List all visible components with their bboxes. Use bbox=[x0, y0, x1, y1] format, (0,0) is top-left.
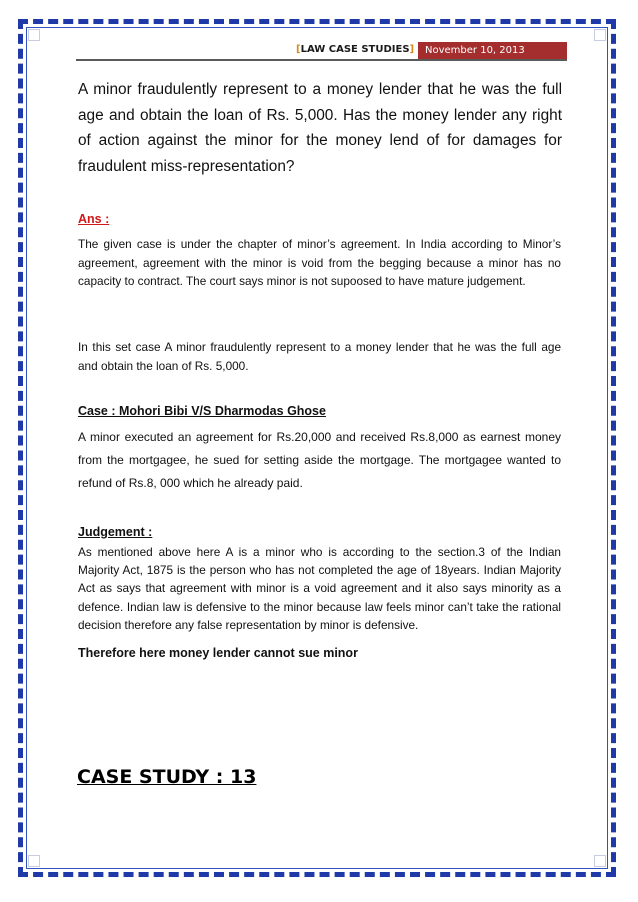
case-paragraph: A minor executed an agreement for Rs.20,000 and received Rs.8,000 as earnest money from the mortgagee, he sued for setting aside the mortgage. The mortgagee wanted to refund of Rs.8, 000 which he already paid. bbox=[78, 430, 561, 490]
header-date-badge: November 10, 2013 bbox=[418, 42, 567, 59]
corner-mark-top-right bbox=[594, 29, 606, 41]
answer-heading: Ans : bbox=[78, 212, 110, 226]
corner-mark-top-left bbox=[28, 29, 40, 41]
case-study-title: CASE STUDY : 13 bbox=[77, 766, 257, 788]
corner-mark-bottom-left bbox=[28, 855, 40, 867]
header-title-text: LAW CASE STUDIES bbox=[300, 44, 410, 55]
answer-paragraph-1: The given case is under the chapter of minor’s agreement. In India according to Minor’s agreement, agreement with the minor is void from the begging because a minor has no capacity to contract. The court says minor is not supoosed to have mature judgement. bbox=[78, 237, 561, 288]
judgement-heading: Judgement : bbox=[78, 525, 153, 539]
header-divider bbox=[76, 59, 567, 61]
header-close-bracket: ] bbox=[409, 44, 415, 55]
corner-mark-bottom-right bbox=[594, 855, 606, 867]
judgement-paragraph: As mentioned above here A is a minor who is according to the section.3 of the Indian Majority Act, 1875 is the person who has not completed the age of 18years. Indian Majority Act as says that agreement with minor is a void agreement and it also says minority as a defence. Indian law is defensive to the minor because law feels minor can’t take the rational decision therefore any false representation by minor is defensive. bbox=[78, 545, 561, 632]
case-heading: Case : Mohori Bibi V/S Dharmodas Ghose bbox=[78, 404, 326, 418]
header-title bbox=[296, 42, 414, 58]
header-open-bracket: [ bbox=[296, 44, 301, 55]
judgement-conclusion: Therefore here money lender cannot sue minor bbox=[78, 646, 358, 660]
question-text: A minor fraudulently represent to a money lender that he was the full age and obtain the loan of Rs. 5,000. Has the money lender any right of action against the minor for the money lend of for damages for fraudulent miss-representation? bbox=[78, 81, 562, 175]
answer-paragraph-2: In this set case A minor fraudulently represent to a money lender that he was the full age and obtain the loan of Rs. 5,000. bbox=[78, 340, 561, 373]
